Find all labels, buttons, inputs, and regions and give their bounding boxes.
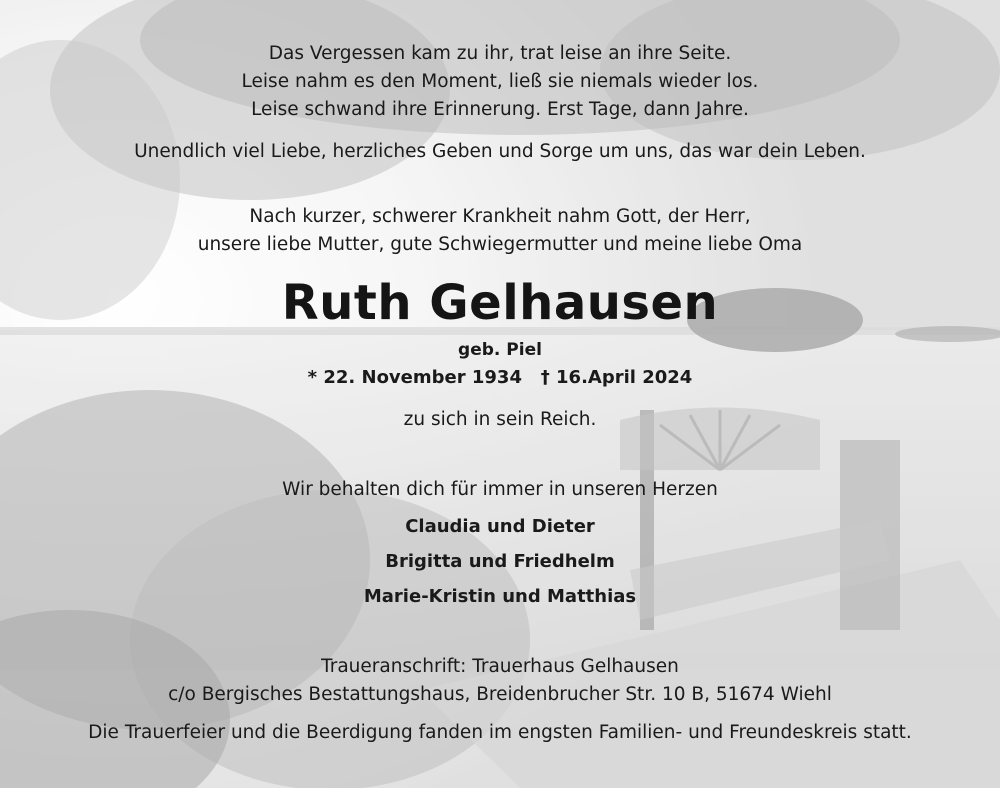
- poem-line-2: Leise nahm es den Moment, ließ sie niemals wieder los.: [241, 71, 759, 92]
- family-member-1: Claudia und Dieter: [405, 516, 595, 537]
- poem-line-1: Das Vergessen kam zu ihr, trat leise an ihre Seite.: [268, 43, 732, 64]
- life-dates: * 22. November 1934 † 16.April 2024: [307, 367, 693, 388]
- reich-line: zu sich in sein Reich.: [403, 409, 597, 430]
- poem-line-3: Leise schwand ihre Erinnerung. Erst Tage, dann Jahre.: [251, 99, 749, 120]
- family-member-2: Brigitta und Friedhelm: [385, 551, 615, 572]
- ceremony-line: Die Trauerfeier und die Beerdigung fanden im engsten Familien- und Freundeskreis statt.: [88, 722, 912, 743]
- intro-line-2: unsere liebe Mutter, gute Schwiegermutter und meine liebe Oma: [197, 234, 803, 255]
- deceased-name: Ruth Gelhausen: [281, 275, 719, 331]
- maiden-name: geb. Piel: [458, 340, 542, 360]
- farewell-line: Wir behalten dich für immer in unseren Herzen: [282, 479, 718, 500]
- family-member-3: Marie-Kristin und Matthias: [363, 586, 637, 607]
- address-line-2: c/o Bergisches Bestattungshaus, Breidenbrucher Str. 10 B, 51674 Wiehl: [168, 684, 832, 705]
- dedication-line: Unendlich viel Liebe, herzliches Geben und Sorge um uns, das war dein Leben.: [134, 141, 866, 162]
- intro-line-1: Nach kurzer, schwerer Krankheit nahm Gott, der Herr,: [249, 206, 751, 227]
- address-line-1: Traueranschrift: Trauerhaus Gelhausen: [321, 656, 679, 677]
